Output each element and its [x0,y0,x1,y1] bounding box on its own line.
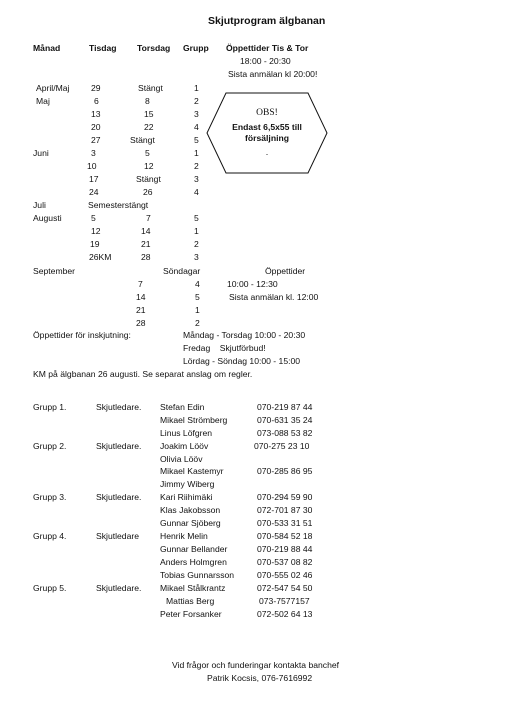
member-name: Gunnar Sjöberg [160,518,221,528]
group-label: Grupp 5. [33,583,67,593]
row-tuesday: 6 [94,96,99,106]
sunday-group: 2 [195,318,200,328]
row-group: 5 [194,213,199,223]
member-name: Mikael Kastemyr [160,466,224,476]
header-group: Grupp [183,43,209,53]
member-name: Mikael Stålkrantz [160,583,226,593]
row-thursday: Stängt [136,174,161,184]
row-thursday: 8 [145,96,150,106]
member-phone: 070-275 23 10 [254,441,310,451]
member-phone: 070-631 35 24 [257,415,313,425]
row-group: 3 [194,252,199,262]
row-tuesday: 24 [89,187,99,197]
group-role: Skjutledare. [96,402,142,412]
member-name: Stefan Edin [160,402,205,412]
row-thursday: 26 [143,187,153,197]
row-thursday: 5 [145,148,150,158]
member-name: Klas Jakobsson [160,505,221,515]
row-group: 2 [194,161,199,171]
notice-dot: . [265,147,269,158]
member-phone: 070-219 88 44 [257,544,313,554]
footer-manager: Patrik Kocsis, 076-7616992 [207,673,313,683]
row-tuesday: 20 [91,122,101,132]
header-thursday: Torsdag [137,43,171,53]
sunday-date: 28 [136,318,146,328]
row-thursday: 7 [146,213,151,223]
member-name: Olivia Lööv [160,454,203,464]
sunday-date: 14 [136,292,146,302]
km-note: KM på älgbanan 26 augusti. Se separat anslag om regler. [33,369,253,379]
row-tuesday: 12 [91,226,101,236]
row-group: 1 [194,83,199,93]
row-thursday: 21 [141,239,151,249]
header-month: Månad [33,43,61,53]
row-month: April/Maj [36,83,70,93]
group-label: Grupp 1. [33,402,67,412]
row-thursday: 28 [141,252,151,262]
row-month: Juli [33,200,46,210]
group-role: Skjutledare. [96,441,142,451]
member-name: Henrik Melin [160,531,208,541]
row-tuesday: 13 [91,109,101,119]
row-tuesday: Semesterstängt [88,200,149,210]
notice-line1: Endast 6,5x55 till [232,122,302,133]
sunday-date: 7 [138,279,143,289]
member-phone: 073-7577157 [259,596,310,606]
member-phone: 070-533 31 51 [257,518,313,528]
group-label: Grupp 2. [33,441,67,451]
member-phone: 070-294 59 90 [257,492,313,502]
row-group: 2 [194,239,199,249]
september-hours-header: Öppettider [265,266,306,276]
row-tuesday: 26KM [89,252,112,262]
member-name: Mattias Berg [166,596,215,606]
notice-box [206,108,328,158]
row-tuesday: 17 [89,174,99,184]
row-month: Juni [33,148,49,158]
group-role: Skjutledare. [96,492,142,502]
sight-in-friday: Fredag Skjutförbud! [183,343,266,353]
row-group: 5 [194,135,199,145]
member-phone: 070-584 52 18 [257,531,313,541]
notice-line2: försäljning [245,132,289,143]
row-thursday: Stängt [138,83,163,93]
opening-time: 18:00 - 20:30 [240,56,291,66]
row-group: 3 [194,109,199,119]
september-time: 10:00 - 12:30 [227,279,278,289]
september-month: September [33,266,76,276]
sunday-group: 4 [195,279,200,289]
member-name: Tobias Gunnarsson [160,570,235,580]
sight-in-weekend: Lördag - Söndag 10:00 - 15:00 [183,356,301,366]
footer-contact: Vid frågor och funderingar kontakta banchef [172,660,340,670]
notice-heading: OBS! [256,108,278,118]
september-deadline: Sista anmälan kl. 12:00 [229,292,319,302]
row-month: Maj [36,96,50,106]
group-label: Grupp 3. [33,492,67,502]
row-tuesday: 29 [91,83,101,93]
member-name: Peter Forsanker [160,609,222,619]
sunday-date: 21 [136,305,146,315]
row-month: Augusti [33,213,62,223]
row-group: 2 [194,96,199,106]
member-phone: 072-547 54 50 [257,583,313,593]
group-role: Skjutledare. [96,583,142,593]
row-tuesday: 5 [91,213,96,223]
row-tuesday: 19 [90,239,100,249]
row-group: 4 [194,187,199,197]
row-thursday: 22 [144,122,154,132]
sight-in-weekdays: Måndag - Torsdag 10:00 - 20:30 [183,330,306,340]
row-thursday: 14 [141,226,151,236]
sunday-group: 5 [195,292,200,302]
row-group: 4 [194,122,199,132]
row-thursday: Stängt [130,135,155,145]
row-tuesday: 27 [91,135,101,145]
group-role: Skjutledare [96,531,139,541]
row-group: 1 [194,148,199,158]
member-name: Linus Löfgren [160,428,213,438]
sunday-header: Söndagar [163,266,201,276]
member-phone: 073-088 53 82 [257,428,313,438]
member-phone: 072-701 87 30 [257,505,313,515]
row-thursday: 12 [144,161,154,171]
row-tuesday: 3 [91,148,96,158]
member-name: Jimmy Wiberg [160,479,215,489]
member-name: Gunnar Bellander [160,544,228,554]
member-name: Kari Riihimäki [160,492,213,502]
member-name: Mikael Strömberg [160,415,228,425]
page-title: Skjutprogram älgbanan [208,15,326,27]
member-phone: 070-219 87 44 [257,402,313,412]
sight-in-label: Öppettider för inskjutning: [33,330,131,340]
member-phone: 070-537 08 82 [257,557,313,567]
sunday-group: 1 [195,305,200,315]
header-tuesday: Tisdag [89,43,117,53]
group-label: Grupp 4. [33,531,67,541]
member-name: Anders Holmgren [160,557,227,567]
member-phone: 070-555 02 46 [257,570,313,580]
row-tuesday: 10 [87,161,97,171]
row-group: 1 [194,226,199,236]
registration-deadline: Sista anmälan kl 20:00! [228,69,318,79]
row-thursday: 15 [144,109,154,119]
header-opening-hours: Öppettider Tis & Tor [226,43,309,53]
member-phone: 072-502 64 13 [257,609,313,619]
member-name: Joakim Lööv [160,441,209,451]
row-group: 3 [194,174,199,184]
member-phone: 070-285 86 95 [257,466,313,476]
